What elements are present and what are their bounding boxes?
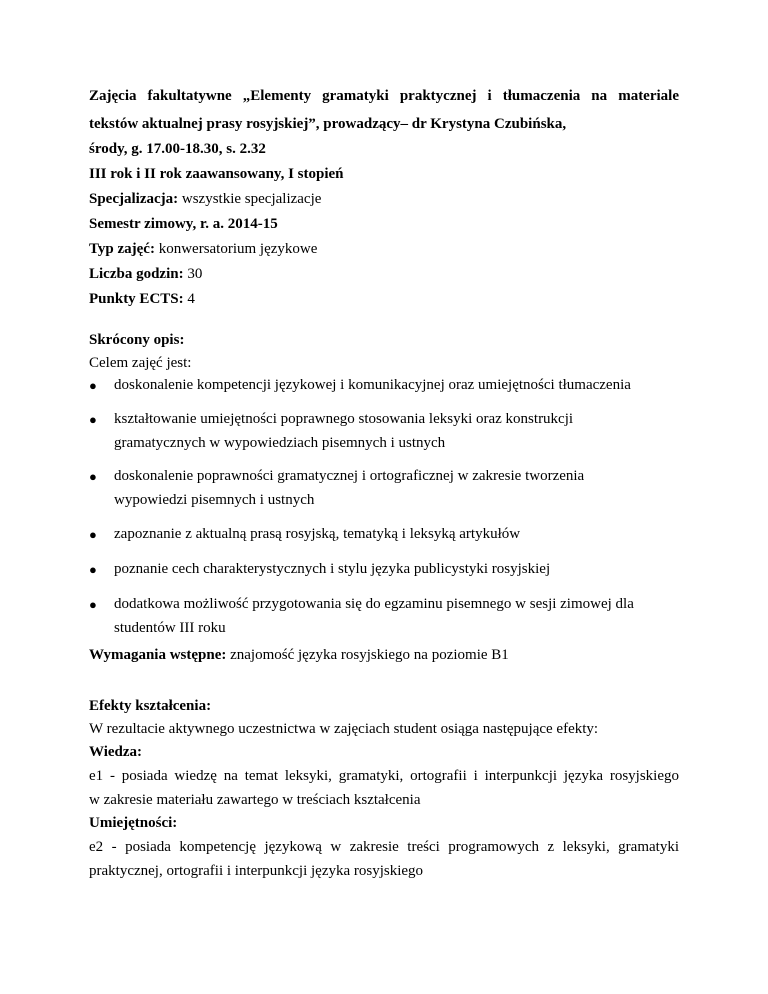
course-title-line-1: Zajęcia fakultatywne „Elementy gramatyki praktycznej i tłumaczenia na materiale [89, 88, 679, 104]
list-item: kształtowanie umiejętności poprawnego stosowania leksyki oraz konstrukcji [114, 411, 574, 427]
class-type-value: konwersatorium językowe [154, 241, 318, 257]
list-item: doskonalenie kompetencji językowej i komunikacyjnej oraz umiejętności tłumaczenia [114, 377, 631, 393]
skills-heading: Umiejętności: [89, 815, 178, 831]
outcome-e2-line-2: praktycznej, ortografii i interpunkcji języka rosyjskiego [89, 863, 424, 879]
list-item: poznanie cech charakterystycznych i stylu języka publicystyki rosyjskiej [114, 561, 551, 577]
specialization-value: wszystkie specjalizacje [178, 191, 322, 207]
outcomes-intro: W rezultacie aktywnego uczestnictwa w zajęciach student osiąga następujące efekty: [89, 721, 599, 737]
bullet-icon: ● [89, 562, 97, 577]
outcomes-heading: Efekty kształcenia: [89, 698, 212, 714]
requirements-value: znajomość języka rosyjskiego na poziomie B1 [226, 647, 509, 663]
bullet-icon: ● [89, 378, 97, 393]
outcome-e1-line-2: w zakresie materiału zawartego w treściach kształcenia [89, 792, 421, 808]
knowledge-heading: Wiedza: [89, 744, 143, 760]
course-title-line-2: tekstów aktualnej prasy rosyjskiej”, prowadzący– dr Krystyna Czubińska, [89, 116, 567, 132]
outcome-e2-line-1: e2 - posiada kompetencję językową w zakresie treści programowych z leksyki, gramatyki [89, 839, 679, 855]
outcome-e1-line-1: e1 - posiada wiedzę na temat leksyki, gramatyki, ortografii i interpunkcji języka rosyjskiego [89, 768, 679, 784]
bullet-icon: ● [89, 412, 97, 427]
bullet-icon: ● [89, 469, 97, 484]
summary-heading: Skrócony opis: [89, 332, 185, 348]
hours-value: 30 [183, 266, 203, 282]
class-type-label: Typ zajęć: [89, 241, 155, 257]
hours-line [89, 264, 202, 284]
summary-intro: Celem zajęć jest: [89, 355, 192, 371]
list-item-continuation: wypowiedzi pisemnych i ustnych [114, 492, 315, 508]
ects-label: Punkty ECTS: [89, 291, 184, 307]
specialization-line [89, 189, 321, 209]
hours-label: Liczba godzin: [89, 266, 184, 282]
list-item: doskonalenie poprawności gramatycznej i ortograficznej w zakresie tworzenia [114, 468, 585, 484]
class-type-line [89, 239, 317, 259]
semester-line: Semestr zimowy, r. a. 2014-15 [89, 216, 278, 232]
bullet-icon: ● [89, 597, 97, 612]
specialization-label: Specjalizacja: [89, 191, 179, 207]
years-line: III rok i II rok zaawansowany, I stopień [89, 166, 344, 182]
list-item: zapoznanie z aktualną prasą rosyjską, tematyką i leksyką artykułów [114, 526, 521, 542]
list-item-continuation: gramatycznych w wypowiedziach pisemnych i ustnych [114, 435, 446, 451]
requirements-line [89, 645, 509, 665]
list-item-continuation: studentów III roku [114, 620, 226, 636]
ects-value: 4 [183, 291, 195, 307]
ects-line [89, 289, 195, 309]
requirements-label: Wymagania wstępne: [89, 647, 227, 663]
list-item: dodatkowa możliwość przygotowania się do egzaminu pisemnego w sesji zimowej dla [114, 596, 634, 612]
bullet-icon: ● [89, 527, 97, 542]
schedule-line: środy, g. 17.00-18.30, s. 2.32 [89, 141, 266, 157]
